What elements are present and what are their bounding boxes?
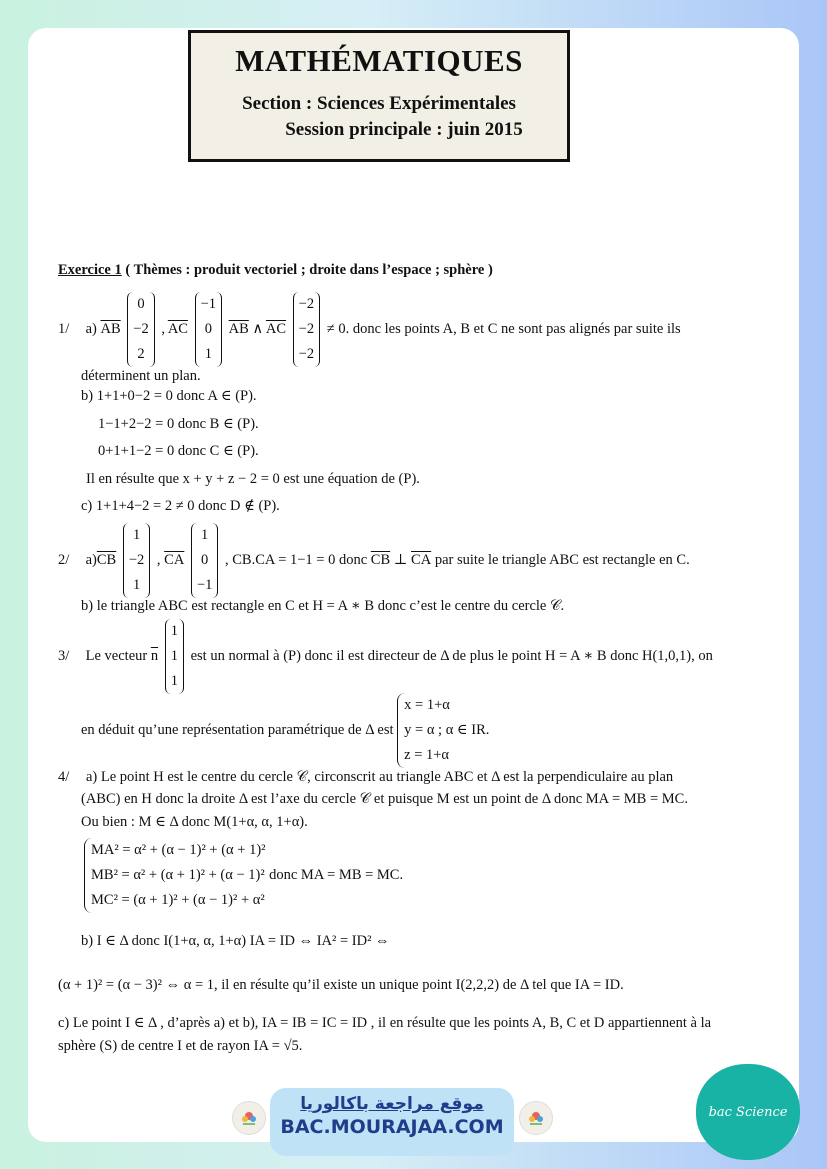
q4-c1: c) Le point I ∈ Δ , d’après a) et b), IA = IB = IC = ID , il en résulte que les points A, B, C et D appartiennent à la (58, 1015, 712, 1031)
q1-b3: 0+1+1−2 = 0 donc C ∈ (P). (98, 443, 259, 459)
bac-science-logo: bac Science (696, 1064, 800, 1160)
q4-b2: (α + 1)² = (α − 3)² ⇔ α = 1, il en résulte qu’il existe un unique point I(2,2,2) de Δ tel que IA = ID. (58, 977, 624, 993)
page-title: MATHÉMATIQUES (235, 43, 523, 78)
q1-b1: b) 1+1+0−2 = 0 donc A ∈ (P). (81, 388, 257, 404)
q1-a-line2: déterminent un plan. (81, 368, 201, 384)
q2-a-line: 2/ $a)\overline{CB}$ 1 −2 1 , $\overline{CA}$ 1 0 −1 , CB.CA = 1−1 = 0 donc $\overline{CB}$ ⊥ $\overline{CA}$ par suite le triangle ABC est rectangle en C. (58, 523, 690, 598)
q4-c2: sphère (S) de centre I et de rayon IA = √5. (58, 1038, 303, 1054)
flower-logo-left (232, 1101, 266, 1135)
vector-cross: −2 −2 −2 (293, 292, 320, 367)
q1-c: c) 1+1+4−2 = 2 ≠ 0 donc D ∉ (P). (81, 498, 280, 514)
session-label: Session principale : juin 2015 (285, 119, 523, 140)
footer-banner[interactable] (270, 1088, 514, 1156)
q4-a2: (ABC) en H donc la droite Δ est l’axe du cercle 𝒞 et puisque M est un point de Δ donc MA = MB = MC. (81, 791, 688, 807)
flower-logo-right (519, 1101, 553, 1135)
q3-line: 3/ Le vecteur $\overline{n}$ 1 1 1 est un normal à (P) donc il est directeur de Δ de plus le point H = A ∗ B donc H(1,0,1), on (58, 619, 713, 694)
vector-ab: 0 −2 2 (127, 292, 154, 367)
param-system: x = 1+α y = α ; α ∈ IR. z = 1+α (397, 693, 489, 768)
q2-b: b) le triangle ABC est rectangle en C et H = A ∗ B donc c’est le centre du cercle 𝒞. (81, 598, 565, 614)
title-box (188, 30, 570, 162)
vector-n: 1 1 1 (165, 619, 184, 694)
q1-a-line: 1/ a) $\overline{AB}$ 0 −2 2 , $\overline{AC}$ −1 0 1 $\overline{AB}$ ∧ $\overline{AC}$ −2 −2 −2 ≠ 0. donc les points A, B et C ne sont pas alignés par suite ils (58, 292, 681, 367)
vector-cb: 1 −2 1 (123, 523, 150, 598)
q1-b4: Il en résulte que x + y + z − 2 = 0 est une équation de (P). (86, 471, 420, 487)
q4-system-line: MA² = α² + (α − 1)² + (α + 1)² MB² = α² + (α + 1)² + (α − 1)² MC² = (α + 1)² + (α − 1)² + α² donc MA = MB = MC. (84, 838, 403, 913)
site-url[interactable]: BAC.MOURAJAA.COM (280, 1116, 504, 1138)
q1-b2: 1−1+2−2 = 0 donc B ∈ (P). (98, 416, 259, 432)
vector-ca: 1 0 −1 (191, 523, 218, 598)
q4-a3: Ou bien : M ∈ Δ donc M(1+α, α, 1+α). (81, 814, 308, 830)
q4-a1: 4/ a) Le point H est le centre du cercle 𝒞, circonscrit au triangle ABC et Δ est la perpendiculaire au plan (58, 769, 674, 785)
vector-ac: −1 0 1 (195, 292, 222, 367)
q4-b1: b) I ∈ Δ donc I(1+α, α, 1+α) IA = ID ⇔ IA² = ID² ⇔ (81, 933, 390, 949)
site-arabic-name[interactable]: موقع مراجعة باكالوريا (300, 1094, 484, 1114)
distance-system: MA² = α² + (α − 1)² + (α + 1)² MB² = α² + (α + 1)² + (α − 1)² MC² = (α + 1)² + (α − 1)² + α² (84, 838, 266, 913)
exercise-heading: Exercice 1 ( Thèmes : produit vectoriel ; droite dans l’espace ; sphère ) (58, 262, 493, 278)
q3-param-line: en déduit qu’une représentation paramétrique de Δ est x = 1+α y = α ; α ∈ IR. z = 1+α (81, 693, 489, 768)
section-label: Section : Sciences Expérimentales (242, 93, 516, 114)
